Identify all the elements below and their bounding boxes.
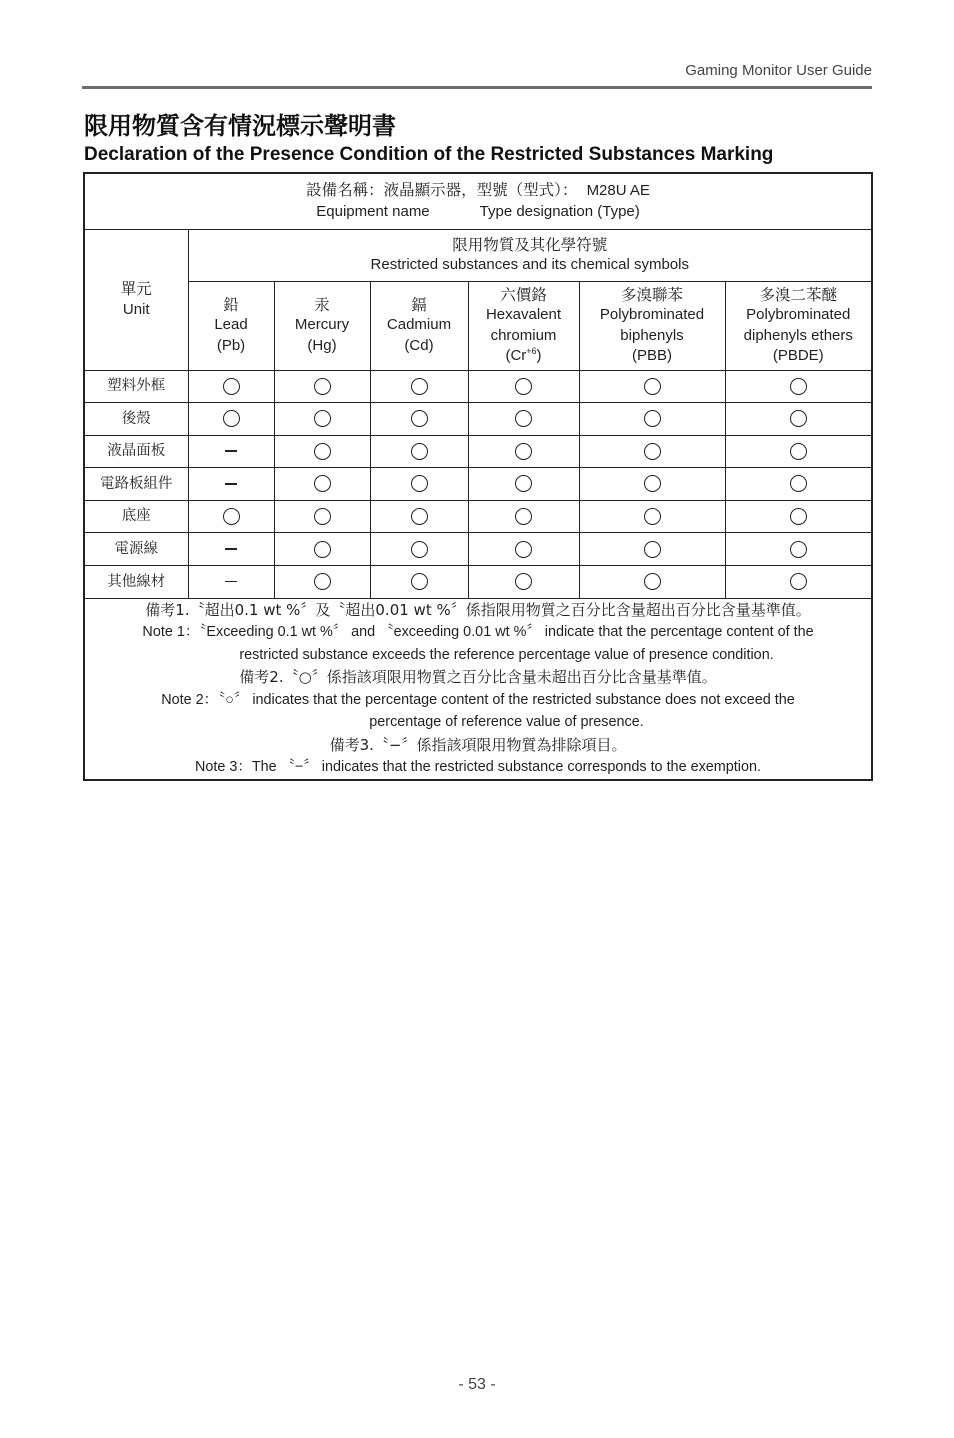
substance-status-cell	[370, 435, 468, 468]
circle-mark-icon	[515, 378, 532, 395]
note-1-en-cont: restricted substance exceeds the reference percentage value of presence condition.	[239, 646, 774, 663]
type-designation-label: Type designation (Type)	[479, 202, 640, 220]
circle-mark-icon	[223, 508, 240, 525]
table-row	[84, 435, 872, 468]
circle-mark-icon	[644, 475, 661, 492]
circle-mark-icon	[411, 378, 428, 395]
circle-mark-icon	[515, 410, 532, 427]
dash-mark-icon	[225, 548, 237, 550]
substance-mercury: 汞 Mercury (Hg)	[274, 281, 370, 370]
notes-cell	[84, 598, 872, 780]
circle-mark-icon	[515, 541, 532, 558]
circle-mark-icon	[411, 508, 428, 525]
circle-mark-icon	[411, 410, 428, 427]
circle-mark-icon	[314, 573, 331, 590]
notes-row	[84, 598, 872, 780]
equipment-row	[84, 173, 872, 229]
substance-status-cell	[274, 500, 370, 533]
substance-status-cell	[579, 500, 725, 533]
circle-mark-icon	[644, 573, 661, 590]
circle-mark-icon	[644, 508, 661, 525]
substance-hexavalent-chromium: 六價鉻 Hexavalent chromium $(Cr^{+6})$	[468, 281, 579, 370]
substance-status-cell	[370, 370, 468, 403]
component-rows	[84, 370, 872, 598]
circle-mark-icon	[790, 410, 807, 427]
substance-status-cell	[468, 403, 579, 436]
page-title-chinese: 限用物質含有情況標示聲明書	[84, 112, 396, 140]
substance-status-cell	[468, 435, 579, 468]
component-name: 電路板組件	[84, 468, 188, 501]
note-1-zh: 備考1.〝超出0.1 wt %〞及〝超出0.01 wt %〞係指限用物質之百分比含量超出百分比含量基準值。	[145, 600, 811, 619]
circle-mark-icon	[314, 475, 331, 492]
table-row	[84, 370, 872, 403]
substance-status-cell	[274, 533, 370, 566]
substance-status-cell	[370, 566, 468, 599]
substance-status-cell	[579, 403, 725, 436]
substance-status-cell	[579, 566, 725, 599]
equipment-name-label: Equipment name	[316, 202, 430, 220]
substance-status-cell	[274, 566, 370, 599]
substance-header-row	[84, 281, 872, 370]
circle-mark-icon	[314, 410, 331, 427]
circle-mark-icon	[314, 378, 331, 395]
dash-mark-icon	[225, 450, 237, 452]
circle-mark-icon	[644, 410, 661, 427]
component-name: 底座	[84, 500, 188, 533]
substance-status-cell	[725, 468, 872, 501]
substance-status-cell	[274, 435, 370, 468]
note-2-zh: 備考2.〝○〞係指該項限用物質之百分比含量未超出百分比含量基準值。	[239, 668, 717, 687]
component-name: 塑料外框	[84, 370, 188, 403]
substance-cadmium: 鎘 Cadmium (Cd)	[370, 281, 468, 370]
substance-status-cell	[188, 403, 274, 436]
equipment-label-zh: 設備名稱：液晶顯示器，型號（型式）：	[306, 181, 578, 200]
substance-status-cell	[188, 370, 274, 403]
circle-mark-icon	[644, 541, 661, 558]
running-header: Gaming Monitor User Guide	[685, 62, 872, 79]
circle-mark-icon	[314, 541, 331, 558]
substance-status-cell	[579, 533, 725, 566]
component-name: 後殼	[84, 403, 188, 436]
circle-mark-icon	[644, 443, 661, 460]
unit-header: 單元 Unit	[84, 229, 188, 370]
equipment-cell	[84, 173, 872, 229]
circle-mark-icon	[790, 475, 807, 492]
substance-status-cell	[468, 370, 579, 403]
component-name: 液晶面板	[84, 435, 188, 468]
page-number: - 53 -	[458, 1376, 496, 1393]
substance-status-cell	[370, 500, 468, 533]
substance-status-cell	[725, 566, 872, 599]
component-name: 電源線	[84, 533, 188, 566]
circle-mark-icon	[223, 378, 240, 395]
substance-status-cell	[274, 403, 370, 436]
circle-mark-icon	[411, 443, 428, 460]
substance-status-cell	[370, 533, 468, 566]
note-1-en: Note 1：〝Exceeding 0.1 wt %〞 and 〝exceeding 0.01 wt %〞 indicate that the percentage content of the	[142, 624, 814, 641]
substance-status-cell	[468, 500, 579, 533]
circle-mark-icon	[411, 573, 428, 590]
circle-mark-icon	[644, 378, 661, 395]
substance-status-cell	[579, 435, 725, 468]
substance-status-cell	[579, 468, 725, 501]
circle-mark-icon	[515, 443, 532, 460]
substance-status-cell	[274, 468, 370, 501]
circle-mark-icon	[223, 410, 240, 427]
note-3-zh: 備考3.〝−〞係指該項限用物質為排除項目。	[329, 735, 627, 754]
circle-mark-icon	[790, 508, 807, 525]
page-title-english: Declaration of the Presence Condition of the Restricted Substances Marking	[84, 144, 774, 165]
substance-status-cell	[725, 533, 872, 566]
circle-mark-icon	[411, 541, 428, 558]
substance-status-cell	[370, 468, 468, 501]
substance-status-cell	[725, 403, 872, 436]
header-rule	[82, 86, 872, 89]
substance-status-cell	[579, 370, 725, 403]
circle-mark-icon	[411, 475, 428, 492]
restricted-header-row	[84, 229, 872, 281]
model-name: M28U AE	[586, 182, 650, 200]
substance-status-cell	[188, 435, 274, 468]
table-row	[84, 533, 872, 566]
substance-lead: 鉛 Lead (Pb)	[188, 281, 274, 370]
restricted-substances-table	[83, 172, 873, 781]
substance-status-cell	[468, 533, 579, 566]
substance-pbb: 多溴聯苯 Polybrominated biphenyls (PBB)	[579, 281, 725, 370]
note-3-en: Note 3：The 〝−〞 indicates that the restricted substance corresponds to the exemption.	[195, 759, 761, 776]
circle-mark-icon	[790, 443, 807, 460]
dash-mark-icon	[225, 483, 237, 485]
substance-status-cell	[468, 566, 579, 599]
substance-status-cell	[725, 500, 872, 533]
note-2-en-cont: percentage of reference value of presence.	[369, 714, 644, 731]
substance-status-cell	[188, 500, 274, 533]
table-row	[84, 566, 872, 599]
substance-status-cell	[725, 370, 872, 403]
circle-mark-icon	[790, 541, 807, 558]
note-2-en: Note 2：〝○〞 indicates that the percentage content of the restricted substance does not exceed the	[161, 691, 795, 708]
restricted-substances-header: 限用物質及其化學符號 Restricted substances and its chemical symbols	[188, 229, 872, 281]
table-row	[84, 403, 872, 436]
circle-mark-icon	[790, 573, 807, 590]
circle-mark-icon	[314, 508, 331, 525]
circle-mark-icon	[314, 443, 331, 460]
substance-status-cell	[725, 435, 872, 468]
circle-mark-icon	[790, 378, 807, 395]
circle-mark-icon	[515, 573, 532, 590]
circle-mark-icon	[515, 508, 532, 525]
substance-status-cell	[188, 566, 274, 599]
dash-mark-icon	[225, 581, 237, 583]
substance-status-cell	[468, 468, 579, 501]
substance-status-cell	[188, 533, 274, 566]
table-row	[84, 500, 872, 533]
circle-mark-icon	[515, 475, 532, 492]
substance-status-cell	[274, 370, 370, 403]
table-row	[84, 468, 872, 501]
substance-pbde: 多溴二苯醚 Polybrominated diphenyls ethers (PBDE)	[725, 281, 872, 370]
component-name: 其他線材	[84, 566, 188, 599]
substance-status-cell	[370, 403, 468, 436]
substance-status-cell	[188, 468, 274, 501]
